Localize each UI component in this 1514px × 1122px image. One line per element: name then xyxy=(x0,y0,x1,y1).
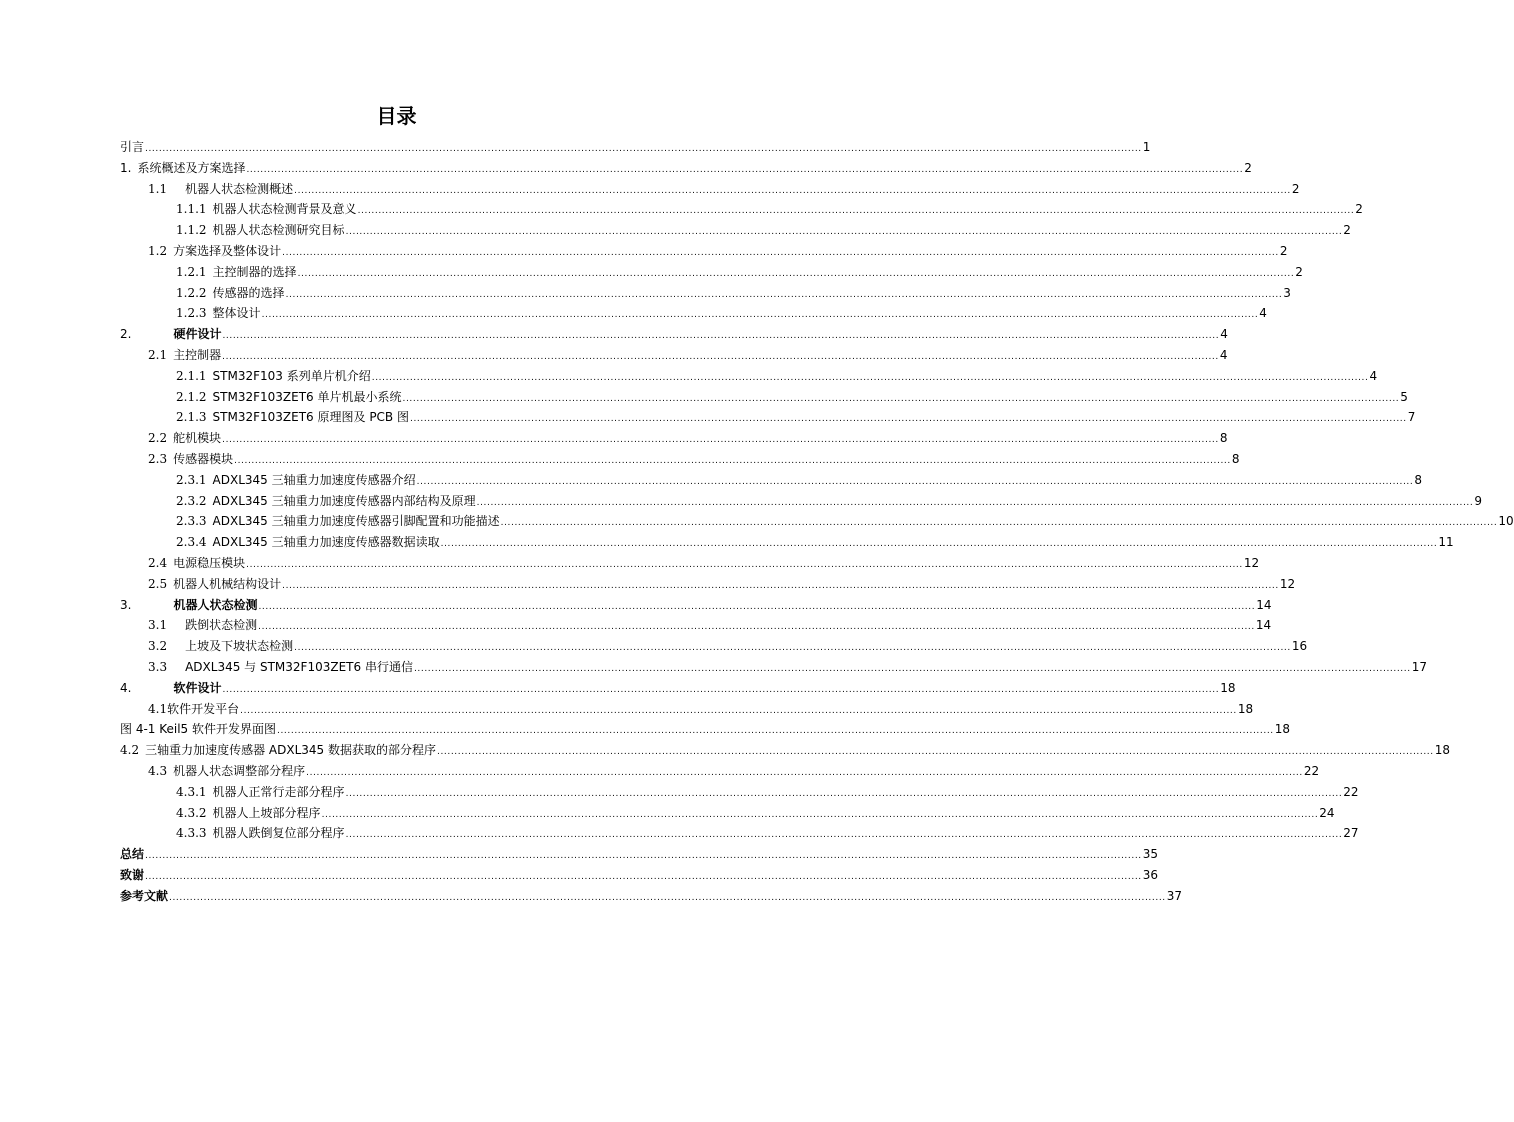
toc-entry-text: STM32F103ZET6 单片机最小系统 xyxy=(212,389,402,404)
toc-entry-label xyxy=(148,179,293,200)
toc-entry-label xyxy=(148,345,221,366)
toc-entry-label xyxy=(148,636,293,657)
toc-dot-leader xyxy=(322,805,1319,826)
toc-entry[interactable] xyxy=(120,241,1288,262)
toc-entry-page: 1 xyxy=(1142,140,1151,154)
toc-entry-label xyxy=(148,615,257,636)
toc-entry[interactable] xyxy=(120,699,1254,720)
toc-entry-page: 12 xyxy=(1279,576,1296,591)
toc-entry-label xyxy=(148,699,239,720)
toc-entry-page: 22 xyxy=(1343,784,1359,799)
toc-entry-text: ADXL345 三轴重力加速度传感器数据读取 xyxy=(212,535,440,550)
toc-entry[interactable] xyxy=(120,595,1272,616)
toc-dot-leader xyxy=(298,264,1295,285)
toc-entry-page: 24 xyxy=(1319,805,1335,820)
toc-entry[interactable] xyxy=(120,366,1378,387)
toc-entry-number: 2.3.1 xyxy=(176,472,207,487)
toc-dot-leader xyxy=(294,181,1291,202)
toc-entry-text: 机器人状态调整部分程序 xyxy=(173,763,306,778)
toc-entry-label xyxy=(176,803,321,824)
toc-entry[interactable] xyxy=(120,615,1272,636)
toc-entry[interactable] xyxy=(120,740,1450,761)
toc-entry-number: 1. xyxy=(120,160,132,175)
toc-dot-leader xyxy=(358,201,1355,222)
toc-dot-leader xyxy=(417,472,1414,493)
toc-list xyxy=(120,137,1514,906)
toc-dot-leader xyxy=(277,721,1274,742)
toc-entry-text: 传感器的选择 xyxy=(212,285,285,300)
toc-entry-page: 4 xyxy=(1219,347,1228,362)
toc-entry-page: 14 xyxy=(1256,597,1272,612)
toc-dot-leader xyxy=(145,846,1142,867)
toc-entry-number: 4.3.1 xyxy=(176,784,207,799)
toc-dot-leader xyxy=(262,305,1259,326)
toc-dot-leader xyxy=(372,368,1369,389)
toc-entry-label xyxy=(176,387,402,408)
toc-entry-number: 2.1.1 xyxy=(176,368,207,383)
toc-entry-label xyxy=(148,428,221,449)
toc-entry-text: 图 4-1 Keil5 软件开发界面图 xyxy=(120,722,277,737)
toc-dot-leader xyxy=(414,659,1411,680)
toc-entry[interactable] xyxy=(120,387,1408,408)
toc-entry-number: 1.1 xyxy=(148,181,168,196)
toc-entry-page: 27 xyxy=(1343,826,1359,841)
toc-entry-text: 机器人跌倒复位部分程序 xyxy=(212,826,345,841)
toc-entry-text: 机器人状态检测研究目标 xyxy=(212,223,345,238)
toc-entry-number: 2.3.2 xyxy=(176,493,207,508)
toc-entry-label xyxy=(120,886,168,907)
toc-entry[interactable] xyxy=(120,407,1416,428)
toc-dot-leader xyxy=(222,347,1219,368)
toc-entry-number: 3.3 xyxy=(148,659,168,674)
toc-entry-number: 2.3.3 xyxy=(176,514,207,529)
toc-entry-page: 18 xyxy=(1220,680,1236,695)
toc-entry[interactable] xyxy=(120,199,1363,220)
toc-entry-label xyxy=(176,491,476,512)
toc-entry-label xyxy=(120,678,221,699)
toc-entry[interactable] xyxy=(120,262,1303,283)
toc-entry[interactable] xyxy=(120,886,1183,907)
toc-dot-leader xyxy=(246,160,1243,181)
toc-entry[interactable] xyxy=(120,657,1427,678)
toc-entry-label xyxy=(176,303,261,324)
toc-entry[interactable] xyxy=(120,844,1159,865)
toc-entry[interactable] xyxy=(120,719,1291,740)
toc-entry[interactable] xyxy=(120,761,1320,782)
toc-entry-label xyxy=(176,470,416,491)
toc-entry-page: 8 xyxy=(1231,451,1240,466)
toc-entry-label xyxy=(120,740,436,761)
toc-entry-label xyxy=(148,553,245,574)
toc-entry-number: 2.1 xyxy=(148,347,168,362)
toc-entry-number: 1.1.1 xyxy=(176,202,207,217)
toc-entry-label xyxy=(148,574,281,595)
toc-entry-page: 12 xyxy=(1243,555,1260,570)
toc-entry-page: 4 xyxy=(1369,368,1378,383)
toc-entry-label xyxy=(176,782,345,803)
toc-entry-number: 3.2 xyxy=(148,639,168,654)
toc-entry-number: 1.2.2 xyxy=(176,285,207,300)
toc-entry-page: 37 xyxy=(1166,888,1183,903)
toc-dot-leader xyxy=(258,617,1255,638)
toc-entry-label xyxy=(120,865,144,886)
toc-title: 目录 xyxy=(376,104,417,128)
toc-entry-number: 1.2.1 xyxy=(176,264,207,279)
toc-entry[interactable] xyxy=(120,636,1308,657)
toc-entry-text: ADXL345 与 STM32F103ZET6 串行通信 xyxy=(185,659,413,674)
toc-entry-text: 引言 xyxy=(120,140,145,154)
toc-entry-page: 16 xyxy=(1291,639,1308,654)
toc-entry-number: 4.3 xyxy=(148,763,168,778)
toc-entry-text: 上坡及下坡状态检测 xyxy=(185,639,294,654)
toc-entry[interactable] xyxy=(120,823,1359,844)
toc-entry-text: STM32F103ZET6 原理图及 PCB 图 xyxy=(212,410,409,425)
toc-entry-page: 11 xyxy=(1438,535,1454,550)
toc-entry-text: 机器人状态检测概述 xyxy=(185,181,294,196)
toc-entry[interactable] xyxy=(120,782,1359,803)
toc-dot-leader xyxy=(346,784,1343,805)
toc-entry-page: 18 xyxy=(1434,743,1450,758)
toc-entry-number: 1.2.3 xyxy=(176,306,207,321)
toc-dot-leader xyxy=(286,285,1283,306)
toc-entry[interactable] xyxy=(120,511,1514,532)
toc-dot-leader xyxy=(169,888,1166,909)
toc-entry[interactable] xyxy=(120,220,1351,241)
toc-entry-page: 14 xyxy=(1255,618,1272,633)
toc-entry-label xyxy=(120,158,245,179)
toc-entry[interactable] xyxy=(120,324,1228,345)
toc-entry-page: 2 xyxy=(1295,264,1303,279)
toc-entry-page: 8 xyxy=(1414,472,1422,487)
toc-entry-number: 1.2 xyxy=(148,243,168,258)
toc-dot-leader xyxy=(346,825,1343,846)
toc-entry-text: 三轴重力加速度传感器 ADXL345 数据获取的部分程序 xyxy=(145,743,436,758)
toc-entry-text: 机器人上坡部分程序 xyxy=(212,805,321,820)
toc-dot-leader xyxy=(410,409,1407,430)
toc-entry[interactable] xyxy=(120,137,1151,158)
toc-entry-page: 2 xyxy=(1291,181,1300,196)
toc-entry-label xyxy=(148,241,281,262)
toc-entry[interactable] xyxy=(120,158,1252,179)
toc-entry-label xyxy=(176,199,357,220)
toc-entry-text: 跌倒状态检测 xyxy=(185,618,258,633)
toc-entry-text: 硬件设计 xyxy=(173,327,222,342)
toc-entry[interactable] xyxy=(120,179,1300,200)
toc-dot-leader xyxy=(258,597,1255,618)
toc-entry-page: 18 xyxy=(1274,722,1291,737)
toc-entry-label xyxy=(120,719,276,740)
toc-entry-text: 主控制器的选择 xyxy=(212,264,297,279)
toc-entry-number: 4.1 xyxy=(148,701,168,716)
toc-entry-label xyxy=(120,844,144,865)
toc-entry[interactable] xyxy=(120,428,1228,449)
toc-dot-leader xyxy=(145,867,1142,888)
toc-entry-number: 2.5 xyxy=(148,576,168,591)
toc-dot-leader xyxy=(222,680,1219,701)
toc-entry-number: 1.1.2 xyxy=(176,223,207,238)
toc-entry-text: 系统概述及方案选择 xyxy=(137,160,246,175)
toc-dot-leader xyxy=(222,326,1219,347)
toc-entry-text: 致谢 xyxy=(120,867,145,882)
toc-entry[interactable] xyxy=(120,470,1422,491)
toc-dot-leader xyxy=(145,139,1142,160)
toc-entry-number: 2.2 xyxy=(148,431,168,446)
toc-entry-label xyxy=(176,262,297,283)
toc-entry-page: 2 xyxy=(1343,223,1351,238)
toc-entry-text: 传感器模块 xyxy=(173,451,234,466)
toc-entry-text: ADXL345 三轴重力加速度传感器引脚配置和功能描述 xyxy=(212,514,500,529)
toc-entry-page: 9 xyxy=(1474,493,1482,508)
toc-entry-number: 4.3.3 xyxy=(176,826,207,841)
toc-dot-leader xyxy=(234,451,1231,472)
toc-dot-leader xyxy=(501,513,1498,534)
toc-dot-leader xyxy=(306,763,1303,784)
toc-entry-page: 2 xyxy=(1279,243,1288,258)
toc-entry-page: 35 xyxy=(1142,847,1159,862)
toc-entry-number: 4.2 xyxy=(120,743,140,758)
toc-dot-leader xyxy=(240,701,1237,722)
toc-entry-text: 舵机模块 xyxy=(173,431,222,446)
toc-entry[interactable] xyxy=(120,803,1335,824)
toc-entry-text: 软件开发平台 xyxy=(167,701,240,716)
toc-entry-page: 5 xyxy=(1400,389,1408,404)
toc-entry-page: 7 xyxy=(1407,410,1416,425)
toc-entry-text: 主控制器 xyxy=(173,347,222,362)
toc-entry-text: 软件设计 xyxy=(173,680,222,695)
toc-dot-leader xyxy=(222,430,1219,451)
toc-dot-leader xyxy=(441,534,1438,555)
toc-entry-text: STM32F103 系列单片机介绍 xyxy=(212,368,371,383)
toc-entry-text: 整体设计 xyxy=(212,306,261,321)
toc-entry-label xyxy=(176,283,285,304)
toc-entry-page: 10 xyxy=(1498,514,1514,529)
toc-entry-label xyxy=(120,324,221,345)
toc-dot-leader xyxy=(403,389,1400,410)
toc-entry-text: ADXL345 三轴重力加速度传感器介绍 xyxy=(212,472,416,487)
toc-entry-number: 2.1.3 xyxy=(176,410,207,425)
toc-entry-text: 机器人机械结构设计 xyxy=(173,576,282,591)
toc-entry-number: 2.4 xyxy=(148,555,168,570)
toc-entry-text: 总结 xyxy=(120,847,145,862)
toc-entry[interactable] xyxy=(120,449,1240,470)
toc-dot-leader xyxy=(346,222,1343,243)
toc-entry-number: 4. xyxy=(120,680,132,695)
toc-entry[interactable] xyxy=(120,574,1296,595)
toc-entry-label xyxy=(176,823,345,844)
toc-entry-text: 电源稳压模块 xyxy=(173,555,246,570)
toc-entry-page: 18 xyxy=(1237,701,1254,716)
toc-entry-number: 2.3 xyxy=(148,451,168,466)
toc-entry-page: 22 xyxy=(1303,763,1320,778)
toc-entry-number: 2. xyxy=(120,327,132,342)
toc-entry-number: 2.1.2 xyxy=(176,389,207,404)
toc-dot-leader xyxy=(437,742,1434,763)
toc-entry-text: 参考文献 xyxy=(120,888,169,903)
toc-entry-label xyxy=(148,449,233,470)
toc-dot-leader xyxy=(282,243,1279,264)
toc-entry-label xyxy=(120,137,144,158)
toc-dot-leader xyxy=(282,576,1279,597)
toc-dot-leader xyxy=(477,493,1474,514)
toc-entry-label xyxy=(176,366,371,387)
toc-entry-label xyxy=(176,407,409,428)
toc-entry-text: 机器人状态检测背景及意义 xyxy=(212,202,357,217)
toc-entry-label xyxy=(148,657,413,678)
toc-entry-number: 3.1 xyxy=(148,618,168,633)
toc-entry-label xyxy=(176,220,345,241)
toc-entry-page: 4 xyxy=(1259,306,1267,321)
toc-entry-number: 2.3.4 xyxy=(176,535,207,550)
toc-entry-text: 机器人正常行走部分程序 xyxy=(212,784,345,799)
toc-entry-label xyxy=(176,532,440,553)
toc-entry[interactable] xyxy=(120,491,1482,512)
toc-entry-page: 2 xyxy=(1244,160,1252,175)
toc-entry-text: ADXL345 三轴重力加速度传感器内部结构及原理 xyxy=(212,493,476,508)
toc-entry[interactable] xyxy=(120,678,1236,699)
toc-entry[interactable] xyxy=(120,345,1228,366)
toc-entry[interactable] xyxy=(120,532,1454,553)
toc-entry-page: 17 xyxy=(1411,659,1427,674)
toc-dot-leader xyxy=(294,638,1291,659)
toc-entry[interactable] xyxy=(120,553,1260,574)
toc-dot-leader xyxy=(246,555,1243,576)
toc-entry-page: 4 xyxy=(1220,327,1228,342)
toc-entry-text: 方案选择及整体设计 xyxy=(173,243,282,258)
toc-entry[interactable] xyxy=(120,283,1291,304)
toc-entry-label xyxy=(120,595,257,616)
toc-entry-number: 4.3.2 xyxy=(176,805,207,820)
toc-entry-text: 机器人状态检测 xyxy=(173,597,258,612)
toc-entry-page: 36 xyxy=(1142,867,1159,882)
toc-entry-label xyxy=(176,511,500,532)
toc-entry[interactable] xyxy=(120,303,1267,324)
toc-entry-page: 2 xyxy=(1355,202,1363,217)
toc-entry-number: 3. xyxy=(120,597,132,612)
toc-entry-page: 3 xyxy=(1283,285,1291,300)
toc-entry-page: 8 xyxy=(1219,431,1228,446)
toc-entry[interactable] xyxy=(120,865,1159,886)
toc-entry-label xyxy=(148,761,305,782)
